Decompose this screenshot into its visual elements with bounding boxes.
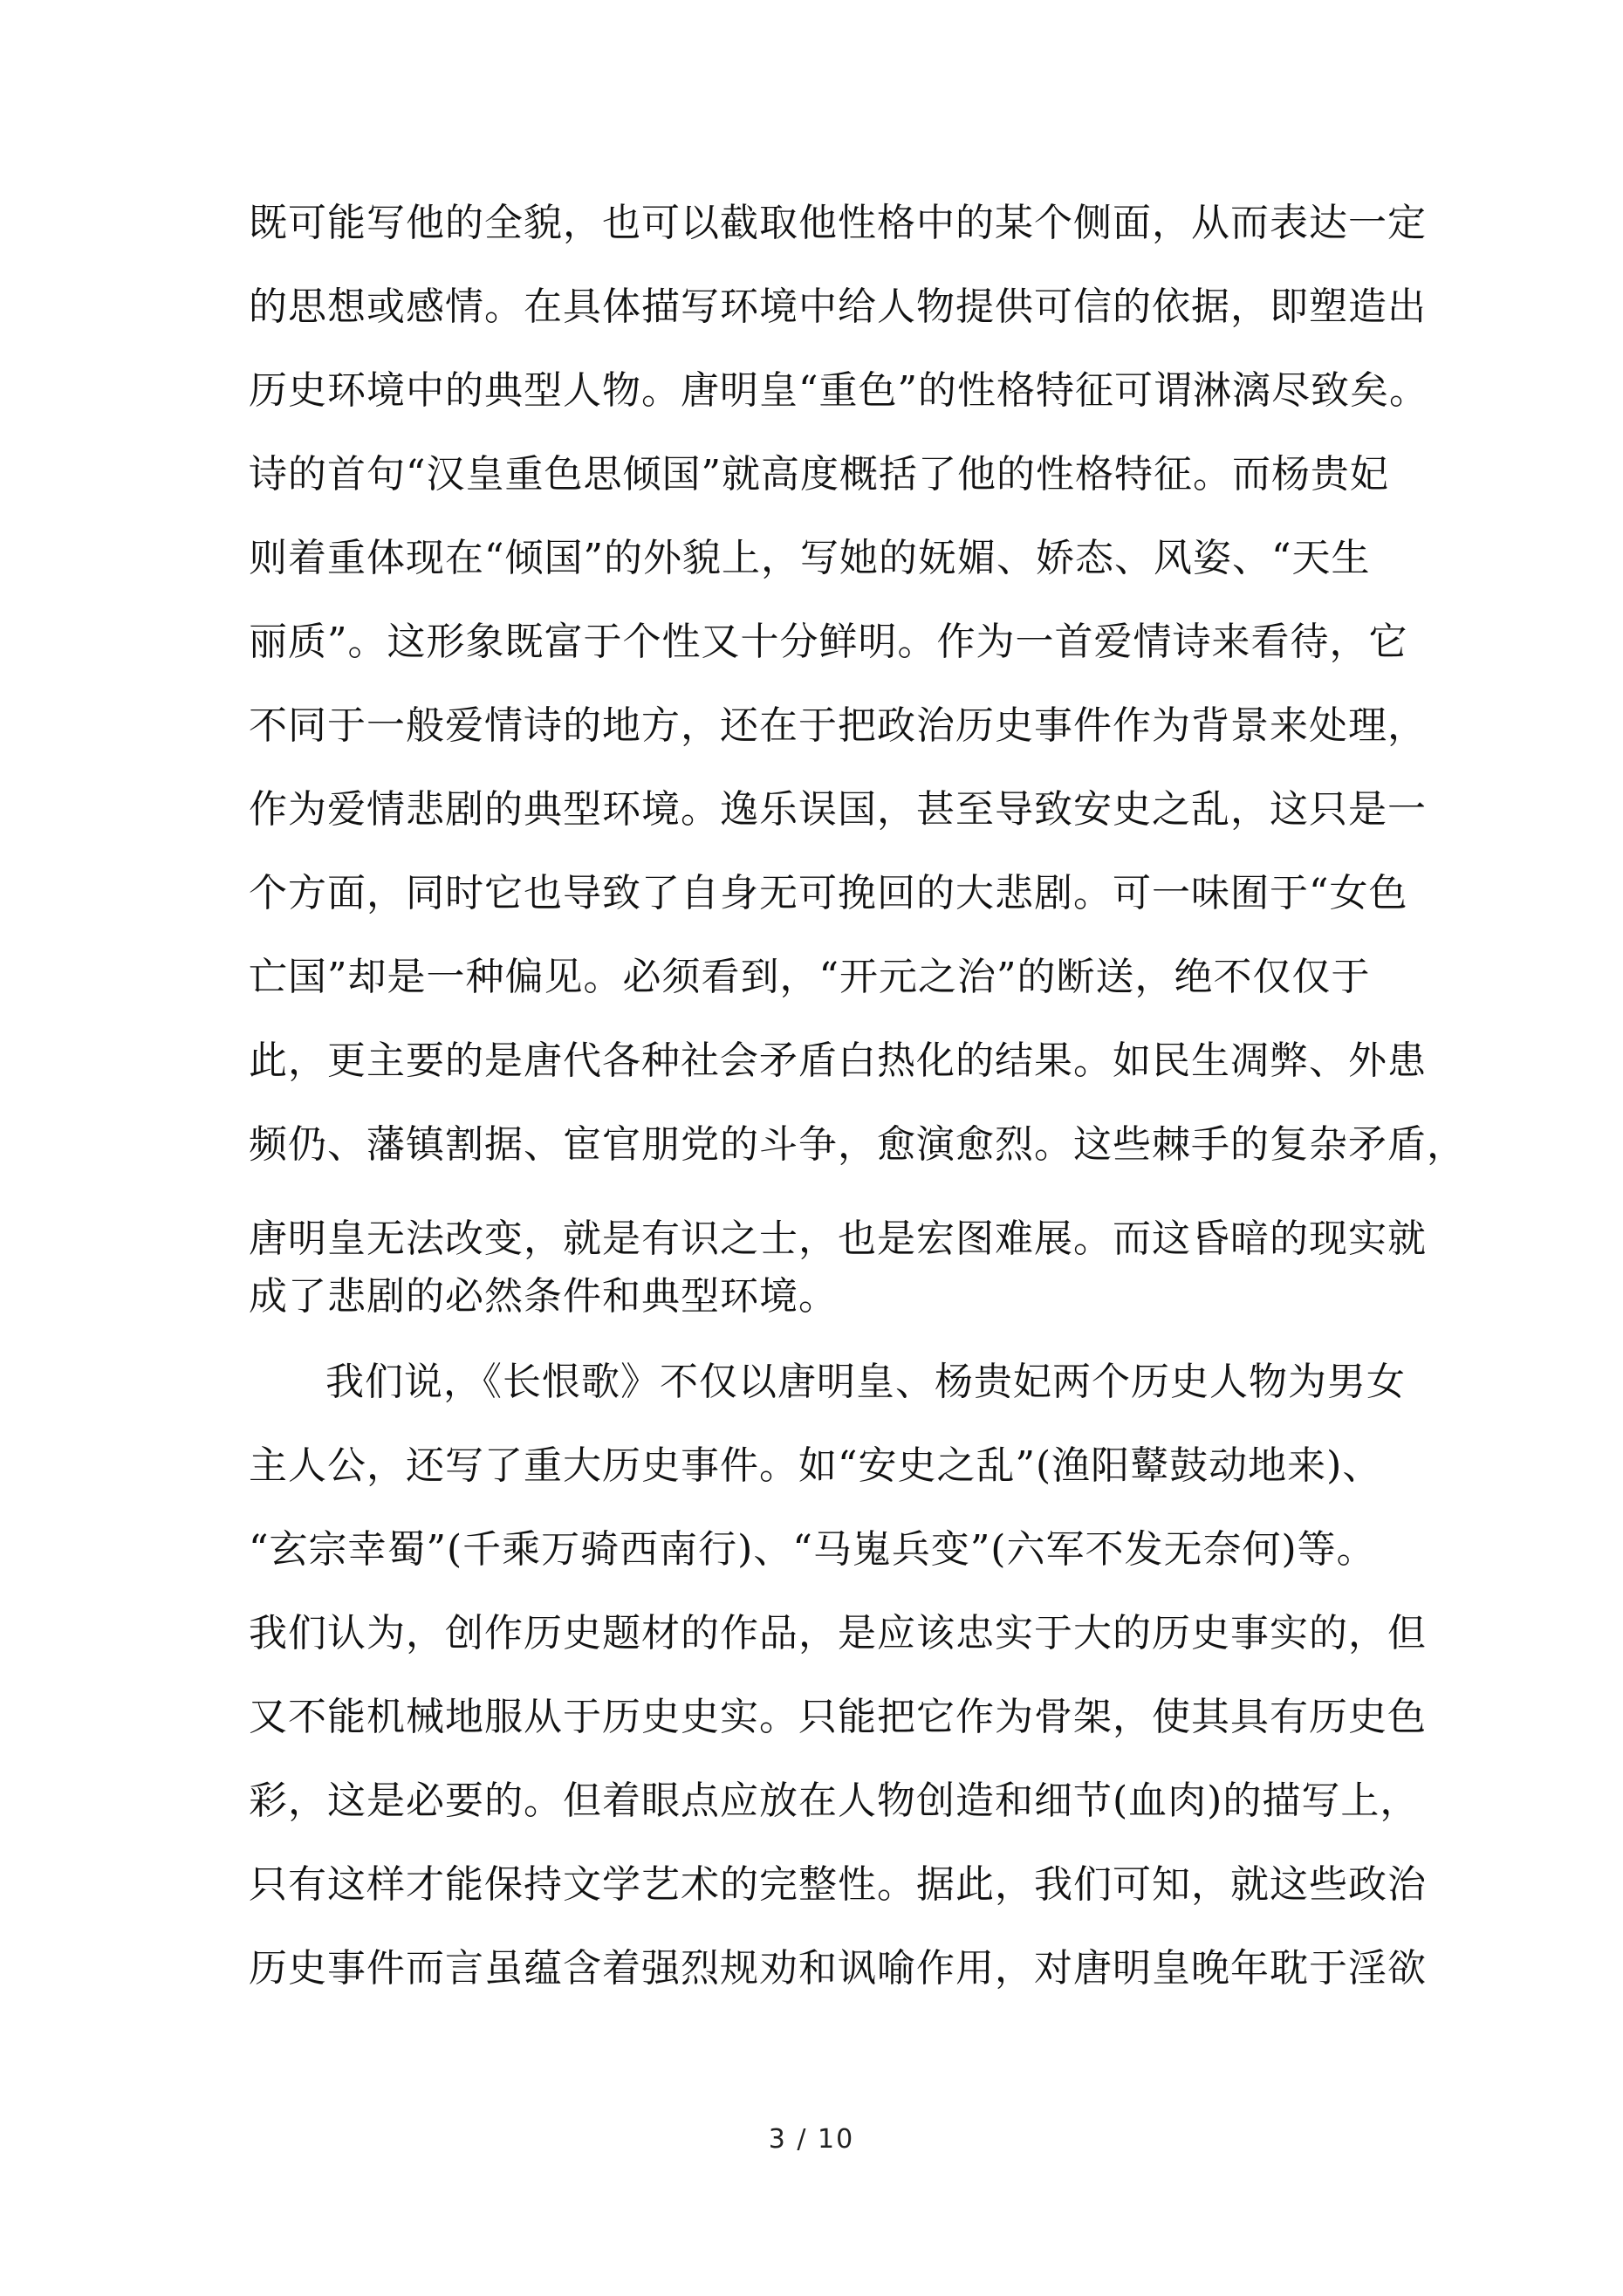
text-line: 个方面，同时它也导致了自身无可挽回的大悲剧。可一味囿于“女色 [249,871,1408,915]
text-line: 的思想或感情。在具体描写环境中给人物提供可信的依据，即塑造出 [249,284,1427,329]
text-line: 历史环境中的典型人物。唐明皇“重色”的性格特征可谓淋漓尽致矣。 [249,368,1428,413]
paragraph-1 [249,182,1466,1339]
text-line: 亡国”却是一种偏见。必须看到，“开元之治”的断送，绝不仅仅于 [249,955,1371,999]
text-line: 不同于一般爱情诗的地方，还在于把政治历史事件作为背景来处理， [249,703,1427,748]
paragraph-2 [249,1340,1427,2011]
text-line: 主人公，还写了重大历史事件。如“安史之乱”(渔阳鼙鼓动地来)、 [249,1443,1382,1488]
text-line: 则着重体现在“倾国”的外貌上，写她的妩媚、娇态、风姿、“天生 [249,536,1371,580]
page-number: 3 / 10 [768,2124,855,2155]
text-line: 又不能机械地服从于历史史实。只能把它作为骨架，使其具有历史色 [249,1695,1427,1739]
text-line: 丽质”。这形象既富于个性又十分鲜明。作为一首爱情诗来看待，它 [249,620,1408,664]
text-line: 唐明皇无法改变，就是有识之士，也是宏图难展。而这昏暗的现实就 [249,1217,1427,1261]
text-line: 彩，这是必要的。但着眼点应放在人物创造和细节(血肉)的描写上， [249,1779,1420,1823]
text-line: 此，更主要的是唐代各种社会矛盾白热化的结果。如民生凋弊、外患 [249,1038,1427,1083]
text-line: 作为爱情悲剧的典型环境。逸乐误国，甚至导致安史之乱，这只是一 [249,787,1427,832]
text-line: 只有这样才能保持文学艺术的完整性。据此，我们可知，就这些政治 [249,1862,1427,1907]
text-line: 诗的首句“汉皇重色思倾国”就高度概括了他的性格特征。而杨贵妃 [249,452,1389,497]
text-line: 成了悲剧的必然条件和典型环境。 [249,1274,838,1319]
text-line: 我们说，《长恨歌》不仅以唐明皇、杨贵妃两个历史人物为男女 [325,1360,1406,1404]
text-line: “玄宗幸蜀”(千乘万骑西南行)、“马嵬兵变”(六军不发无奈何)等。 [249,1527,1376,1572]
text-line: 频仍、藩镇割据、宦官朋党的斗争，愈演愈烈。这些棘手的复杂矛盾， [249,1122,1466,1167]
text-line: 历史事件而言虽蕴含着强烈规劝和讽喻作用，对唐明皇晚年耽于淫欲 [249,1946,1427,1991]
text-line: 既可能写他的全貌，也可以截取他性格中的某个侧面，从而表达一定 [249,201,1427,245]
text-line: 我们认为，创作历史题材的作品，是应该忠实于大的历史事实的，但 [249,1611,1427,1655]
